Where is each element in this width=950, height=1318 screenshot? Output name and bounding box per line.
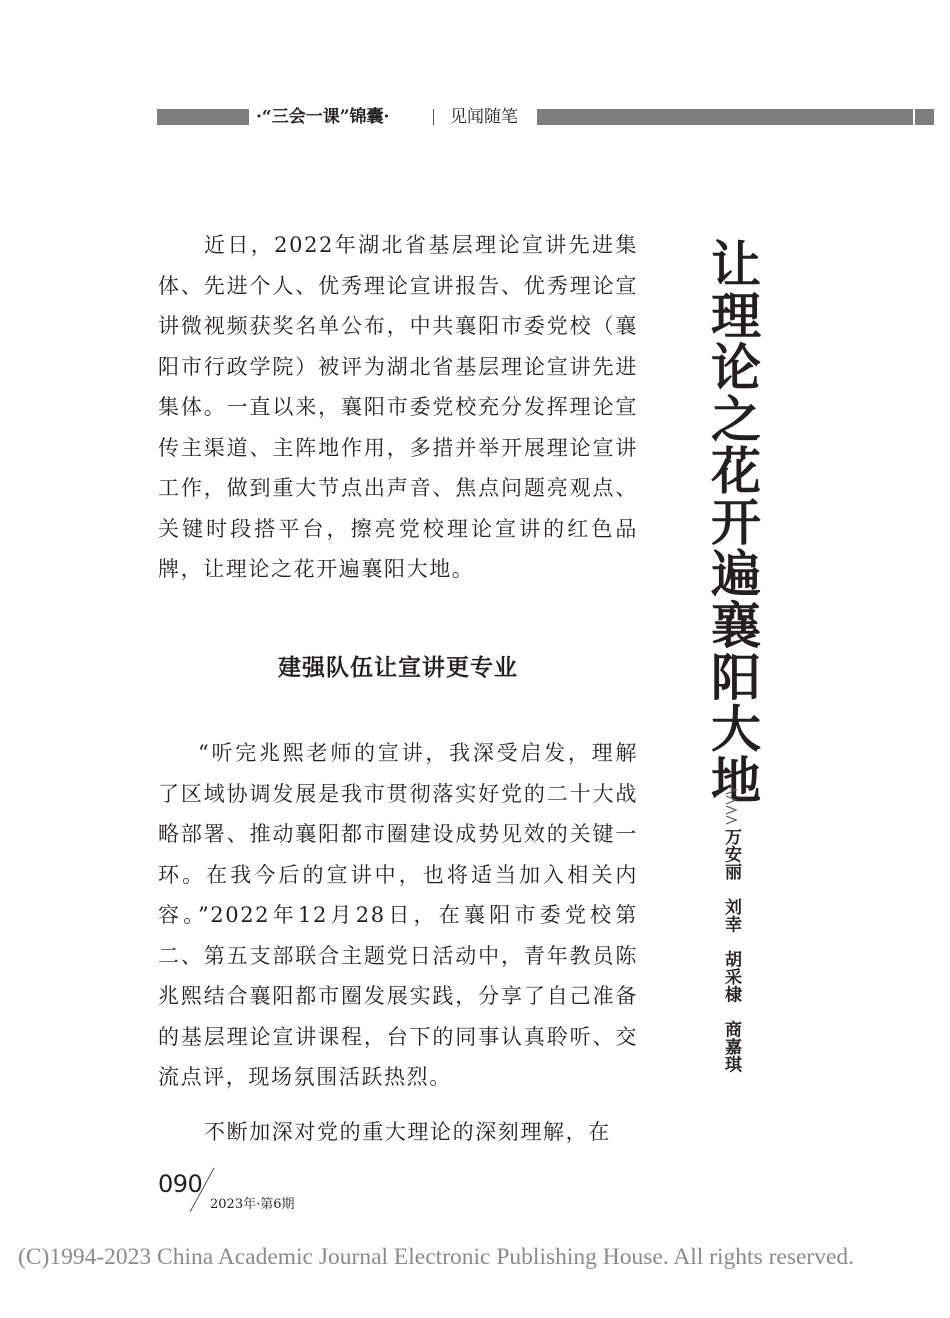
article-paragraph-quote: “听完兆熙老师的宣讲，我深受启发，理解了区域协调发展是我市贯彻落实好党的二十大战略部署、推动襄阳都市圈建设成势见效的关键一环。在我今后的宣讲中，也将适当加入相关内容。”2022年12月28日，在襄阳市委党校第二、第五支部联合主题党日活动中，青年教员陈兆熙结合襄阳都市圈发展实践，分享了自己准备的基层理论宣讲课程，台下的同事认真聆听、交流点评，现场氛围活跃热烈。 — [158, 741, 638, 1089]
article-title: 让理论之花开遍襄阳大地 — [703, 238, 761, 806]
article-paragraph-continued: 不断加深对党的重大理论的深刻理解，在 — [204, 1120, 611, 1144]
author-chevron-icon — [722, 785, 742, 825]
header-decor-bar-right — [537, 109, 913, 125]
header-divider — [433, 109, 434, 125]
issue-label: 2023年·第6期 — [210, 1197, 295, 1212]
column-label: 见闻随笔 — [450, 107, 518, 127]
section-label: ·“三会一课”锦囊· — [256, 107, 390, 127]
page-number: 090 — [158, 1170, 203, 1198]
header-decor-bar-end — [915, 109, 934, 125]
article-authors: 万安丽 刘幸 胡采棣 商嘉琪 — [721, 828, 741, 1073]
header-decor-bar-left — [157, 109, 249, 125]
copyright-notice: (C)1994-2023 China Academic Journal Electronic Publishing House. All rights reserved. — [18, 1244, 855, 1270]
section-subheading: 建强队伍让宣讲更专业 — [278, 655, 518, 681]
article-paragraph-intro: 近日，2022年湖北省基层理论宣讲先进集体、先进个人、优秀理论宣讲报告、优秀理论宣讲微视频获奖名单公布，中共襄阳市委党校（襄阳市行政学院）被评为湖北省基层理论宣讲先进集体。一直以来，襄阳市委党校充分发挥理论宣传主渠道、主阵地作用，多措并举开展理论宣讲工作，做到重大节点出声音、焦点问题亮观点、关键时段搭平台，擦亮党校理论宣讲的红色品牌，让理论之花开遍襄阳大地。 — [158, 233, 638, 581]
